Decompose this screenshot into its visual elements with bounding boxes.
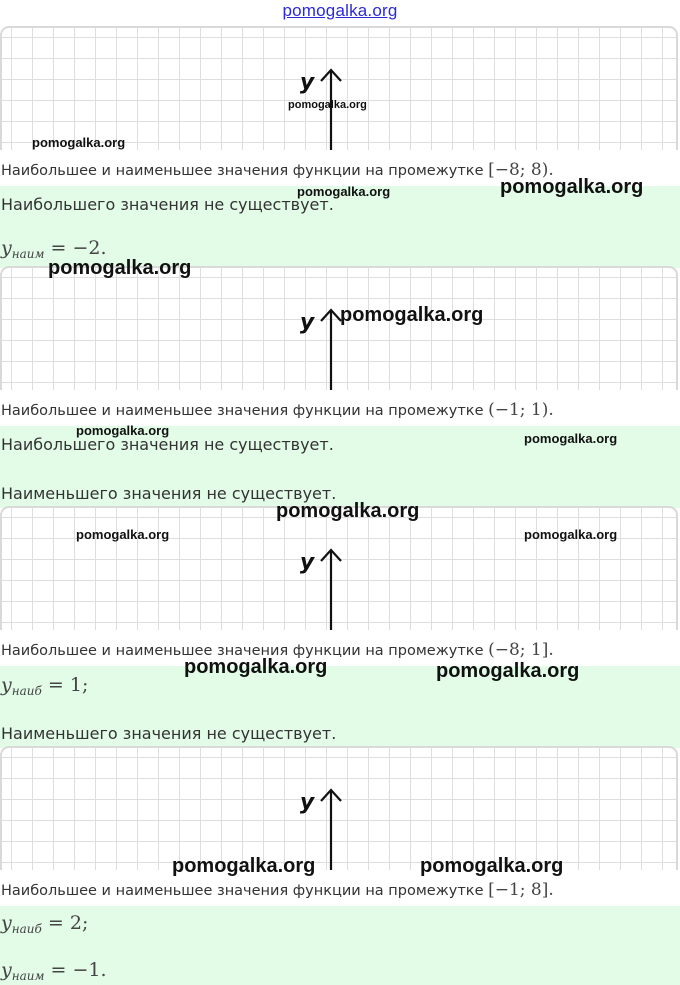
site-link[interactable]: pomogalka.org	[282, 1, 398, 20]
watermark: pomogalka.org	[172, 855, 316, 877]
y-axis-label: y	[299, 790, 315, 815]
answer-line-min: $y_{наим} = -2$.	[1, 237, 107, 261]
y-axis-label: y	[299, 310, 315, 335]
exercise-block-3	[0, 506, 680, 748]
exercise-block-2	[0, 266, 680, 508]
graph-grid	[0, 506, 678, 630]
watermark: pomogalka.org	[524, 527, 618, 542]
watermark: pomogalka.org	[524, 431, 618, 446]
answer-line-max: Наибольшего значения не существует.	[1, 435, 334, 454]
answer-line-min: Наименьшего значения не существует.	[1, 724, 337, 743]
watermark: pomogalka.org	[276, 500, 420, 522]
interval-caption: Наибольшее и наименьшее значения функции на промежутке (−8; 1].	[0, 634, 680, 666]
watermark: pomogalka.org	[32, 135, 126, 150]
interval-caption: Наибольшее и наименьшее значения функции на промежутке (−1; 1).	[0, 394, 680, 426]
interval-caption: Наибольшее и наименьшее значения функции на промежутке [−1; 8].	[0, 874, 680, 906]
answer-line-min: $y_{наим} = -1$.	[1, 959, 107, 983]
answer-line-max: Наибольшего значения не существует.	[1, 195, 334, 214]
graph-grid	[0, 26, 678, 150]
watermark: pomogalka.org	[288, 99, 367, 111]
answer-line-max: $y_{наиб} = 1$;	[1, 674, 89, 698]
graph-grid	[0, 266, 678, 390]
watermark: pomogalka.org	[436, 660, 580, 682]
y-axis-arrow-icon	[319, 788, 343, 870]
watermark: pomogalka.org	[340, 304, 484, 326]
watermark: pomogalka.org	[76, 527, 170, 542]
answer-box	[0, 906, 680, 985]
watermark: pomogalka.org	[184, 656, 328, 678]
y-axis-arrow-icon	[319, 548, 343, 630]
y-axis-label: y	[299, 550, 315, 575]
answer-line-min: Наименьшего значения не существует.	[1, 484, 337, 503]
watermark: pomogalka.org	[500, 176, 644, 198]
exercise-block-4	[0, 746, 680, 985]
graph-grid	[0, 746, 678, 870]
answer-line-max: $y_{наиб} = 2$;	[1, 912, 89, 936]
watermark: pomogalka.org	[76, 423, 170, 438]
watermark: pomogalka.org	[48, 257, 192, 279]
interval-caption: Наибольшее и наименьшее значения функции на промежутке [−8; 8).	[0, 154, 680, 186]
watermark: pomogalka.org	[420, 855, 564, 877]
y-axis-label: y	[299, 70, 315, 95]
watermark: pomogalka.org	[297, 184, 391, 199]
